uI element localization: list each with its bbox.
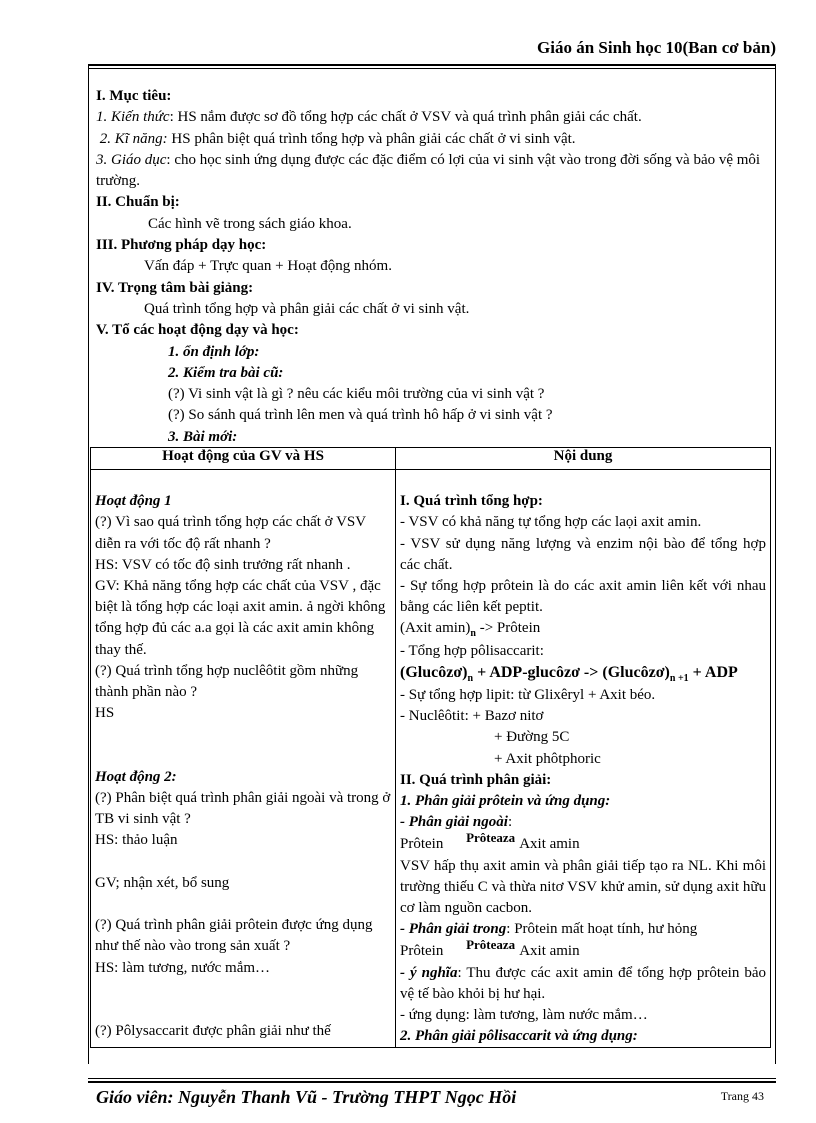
footer-author: Giáo viên: Nguyễn Thanh Vũ - Trường THPT Ngọc Hồi	[96, 1087, 517, 1107]
nucleotide-component-sugar: + Đường 5C	[494, 729, 570, 746]
page-number: Trang 43	[720, 1089, 764, 1103]
column-header-activities: Hoạt động của GV và HS	[91, 448, 396, 470]
formula-subscript: n	[467, 672, 474, 684]
knowledge-text: : HS nắm được sơ đồ tổng hợp các chất ở VSV và quá trình phân giải các chất.	[169, 109, 642, 126]
focus-heading: IV. Trọng tâm bài giảng:	[96, 279, 254, 296]
formula-part: -> Prôtein	[475, 620, 541, 637]
step-stabilize: 1. ổn định lớp:	[168, 343, 260, 360]
application: - ứng dụng: làm tương, làm nước mắm…	[400, 1007, 648, 1024]
activity-2-teacher-note: GV; nhận xét, bổ sung	[95, 874, 230, 891]
column-header-content: Nội dung	[396, 448, 771, 470]
activity-2-question-1: (?) Phân biệt quá trình phân giải ngoài và trong ở TB vi sinh vật ?	[95, 790, 391, 828]
synthesis-line-4: - Tổng hợp pôlisaccarit:	[400, 642, 544, 659]
internal-formula	[400, 937, 766, 962]
external-decomposition	[400, 812, 766, 833]
external-colon: :	[507, 814, 513, 831]
objective-knowledge	[96, 107, 776, 128]
step-new-lesson: 3. Bài mới:	[168, 428, 238, 445]
activity-2-title: Hoạt động 2:	[95, 768, 177, 785]
formula-part: + ADP-glucôzơ -> (Glucôzơ)	[473, 663, 670, 681]
objective-education	[96, 150, 776, 193]
enzyme-label: Prôteaza	[466, 937, 516, 953]
internal-text: : Prôtein mất hoạt tính, hư hỏng	[506, 921, 698, 938]
preparation-text: Các hình vẽ trong sách giáo khoa.	[148, 215, 352, 232]
formula-part: (Axit amin)	[400, 620, 471, 637]
focus-text: Quá trình tổng hợp và phân giải các chất ở vi sinh vật.	[144, 300, 470, 317]
activities-cell	[91, 470, 396, 1048]
formula-part: Prôtein	[400, 836, 444, 853]
meaning-label: - ý nghĩa	[400, 964, 458, 981]
formula-part: Axit amin	[519, 836, 580, 853]
internal-label: - Phân giải trong	[400, 921, 507, 938]
synthesis-line-3: - Sự tổng hợp prôtein là do các axit amin liên kết với nhau bằng các liên kết peptit.	[400, 578, 766, 616]
external-description: VSV hấp thụ axit amin và phân giải tiếp tạo ra NL. Khi môi trường thiếu C và thừa nitơ VSV khử amin, sử dụng axit hữu cơ làm nguồn cacbon.	[400, 857, 766, 917]
enzyme-label: Prôteaza	[466, 830, 516, 846]
skill-label: 2. Kĩ năng:	[99, 130, 168, 147]
activity-1-teacher-note: GV: Khả năng tổng hợp các chất của VSV , đặc biệt là tổng hợp các loại axit amin. ả ngời không tổng hợp đủ các a.a gọi là các axit amin không thay thế.	[95, 578, 386, 658]
formula-subscript: n +1	[669, 672, 689, 684]
footer-rule	[88, 1078, 776, 1083]
synthesis-line-5: - Sự tổng hợp lipit: từ Glixêryl + Axit béo.	[400, 687, 656, 704]
internal-decomposition	[400, 919, 766, 940]
formula-part: Axit amin	[519, 943, 580, 960]
activity-1-title: Hoạt động 1	[95, 493, 172, 510]
methods-text: Vấn đáp + Trực quan + Hoạt động nhóm.	[144, 258, 392, 275]
activity-1-question-2: (?) Quá trình tổng hợp nuclêôtit gồm những thành phần nào ?	[95, 662, 359, 701]
meaning-text: : Thu được các axit amin để tổng hợp prôtein bảo vệ tế bào khỏi bị hư hại.	[400, 964, 766, 1002]
subsection-polysaccharide-title: 2. Phân giải pôlisaccarit và ứng dụng:	[400, 1028, 638, 1045]
objective-skill	[96, 129, 776, 150]
step-review: 2. Kiểm tra bài cũ:	[168, 364, 284, 381]
table-header-row	[91, 448, 771, 470]
lesson-intro	[96, 86, 776, 448]
formula-subscript: n	[470, 628, 476, 640]
nucleotide-line: - Nuclêôtit: + Bazơ nitơ	[400, 708, 544, 725]
education-text: : cho học sinh ứng dụng được các đặc điểm có lợi của vi sinh vật vào trong đời sống và bảo vệ môi trường.	[96, 151, 761, 190]
activity-1-answer-2: HS	[95, 705, 115, 722]
review-question-2: (?) So sánh quá trình lên men và quá trình hô hấp ở vi sinh vật ?	[168, 407, 553, 424]
synthesis-line-2: - VSV sử dụng năng lượng và enzim nội bào để tổng hợp các chất.	[400, 535, 766, 573]
activity-2-answer-1: HS: thảo luận	[95, 832, 178, 849]
content-cell	[396, 470, 771, 1048]
section-synthesis-title: I. Quá trình tổng hợp:	[400, 493, 543, 510]
objectives-heading: I. Mục tiêu:	[96, 88, 172, 104]
external-formula	[400, 830, 766, 855]
section-decomposition-title: II. Quá trình phân giải:	[400, 771, 552, 788]
skill-text: HS phân biệt quá trình tổng hợp và phân giải các chất ở vi sinh vật.	[167, 130, 576, 147]
formula-part: + ADP	[688, 663, 738, 681]
document-header-title: Giáo án Sinh học 10(Ban cơ bản)	[537, 38, 776, 57]
lesson-table	[90, 447, 771, 1048]
activity-2-question-2: (?) Quá trình phân giải prôtein được ứng dụng như thế nào vào trong sản xuất ?	[95, 917, 373, 955]
external-label: - Phân giải ngoài	[400, 814, 508, 831]
meaning	[400, 963, 766, 1005]
formula-part: Prôtein	[400, 943, 444, 960]
activity-1-question-1: (?) Vì sao quá trình tổng hợp các chất ở VSV diễn ra với tốc độ rất nhanh ?	[95, 514, 366, 552]
subsection-protein-title: 1. Phân giải prôtein và ứng dụng:	[400, 793, 611, 810]
activity-2-question-3: (?) Pôlysaccarit được phân giải như thế	[95, 1023, 331, 1040]
nucleotide-component-phosphate: + Axit phôtphoric	[494, 750, 601, 767]
activities-heading: V. Tổ các hoạt động dạy và học:	[96, 322, 299, 339]
education-label: 3. Giáo dục	[96, 151, 167, 168]
synthesis-line-1: - VSV có khả năng tự tổng hợp các laọi axit amin.	[400, 514, 702, 531]
activity-2-answer-2: HS: làm tương, nước mắm…	[95, 959, 271, 976]
activity-1-answer-1: HS: VSV có tốc độ sinh trưởng rất nhanh .	[95, 556, 351, 573]
table-row	[91, 470, 771, 1048]
polysaccharide-formula	[400, 662, 766, 685]
review-question-1: (?) Vi sinh vật là gì ? nêu các kiểu môi trường của vi sinh vật ?	[168, 386, 545, 403]
knowledge-label: 1. Kiến thức	[96, 109, 170, 126]
preparation-heading: II. Chuẩn bị:	[96, 194, 180, 211]
methods-heading: III. Phương pháp dạy học:	[96, 237, 267, 254]
formula-part: (Glucôzơ)	[400, 663, 468, 681]
protein-formula	[400, 618, 766, 640]
